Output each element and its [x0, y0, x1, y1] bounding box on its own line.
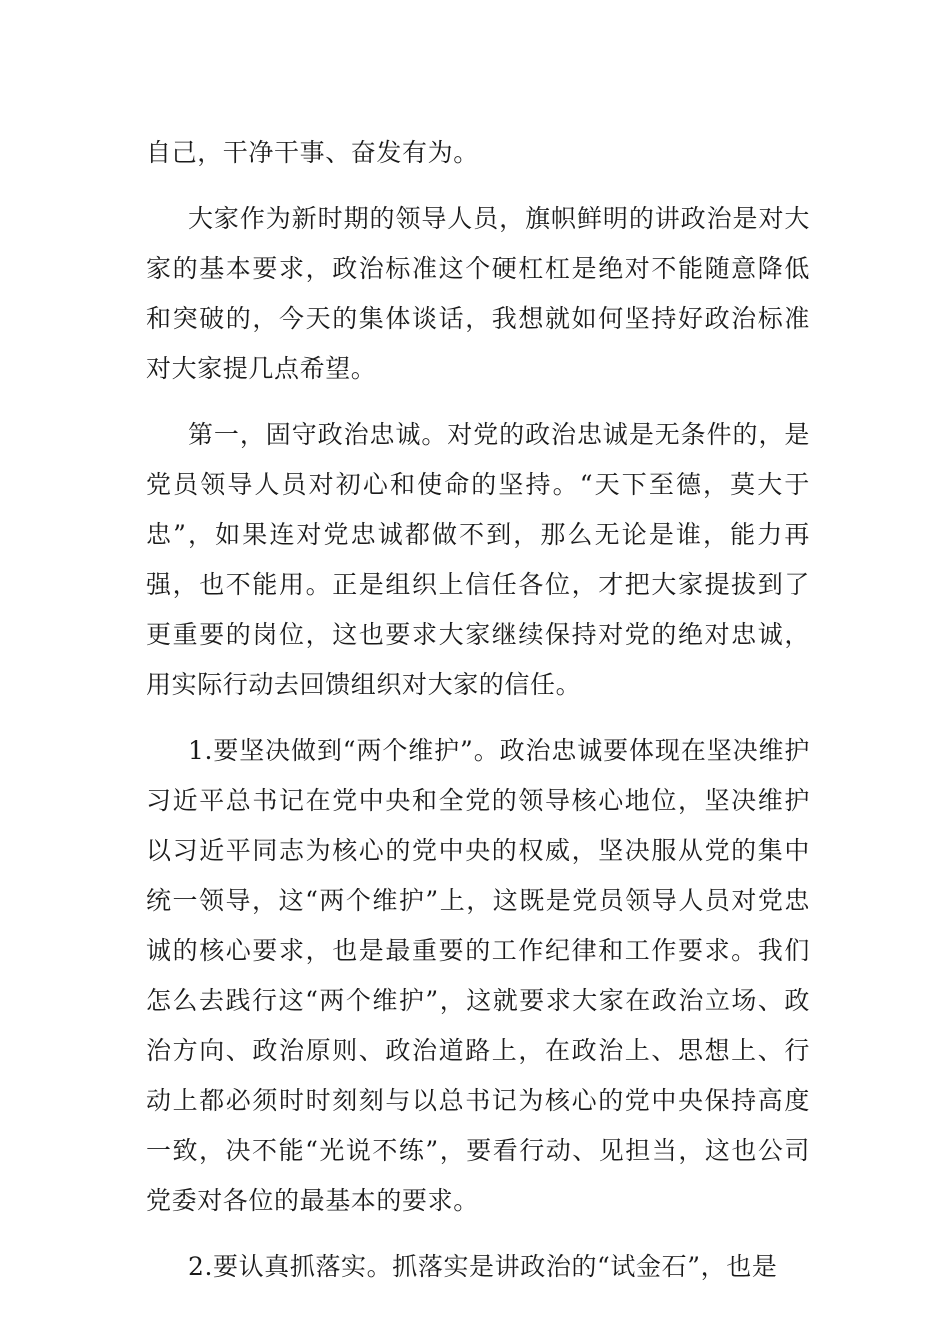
paragraph-first-point: 第一，固守政治忠诚。对党的政治忠诚是无条件的，是党员领导人员对初心和使命的坚持。“天下至德，莫大于忠”，如果连对党忠诚都做不到，那么无论是谁，能力再强，也不能用。正是组织上信任各位，才把大家提拔到了更重要的岗位，这也要求大家继续保持对党的绝对忠诚，用实际行动去回馈组织对大家的信任。	[146, 420, 810, 699]
paragraph-continuation: 自己，干净干事、奋发有为。	[146, 138, 479, 167]
paragraph-item-2: 2.要认真抓落实。抓落实是讲政治的“试金石”，也是	[188, 1252, 778, 1281]
paragraph-item-1: 1.要坚决做到“两个维护”。政治忠诚要体现在坚决维护习近平总书记在党中央和全党的领导核心地位，坚决维护以习近平同志为核心的党中央的权威，坚决服从党的集中统一领导，这“两个维护”上，这既是党员领导人员对党忠诚的核心要求，也是最重要的工作纪律和工作要求。我们怎么去践行这“两个维护”，这就要求大家在政治立场、政治方向、政治原则、政治道路上，在政治上、思想上、行动上都必须时时刻刻与以总书记为核心的党中央保持高度一致，决不能“光说不练”，要看行动、见担当，这也公司党委对各位的最基本的要求。	[146, 736, 810, 1215]
document-body	[146, 128, 810, 1292]
paragraph-intro: 大家作为新时期的领导人员，旗帜鲜明的讲政治是对大家的基本要求，政治标准这个硬杠杠是绝对不能随意降低和突破的，今天的集体谈话，我想就如何坚持好政治标准对大家提几点希望。	[146, 204, 810, 383]
